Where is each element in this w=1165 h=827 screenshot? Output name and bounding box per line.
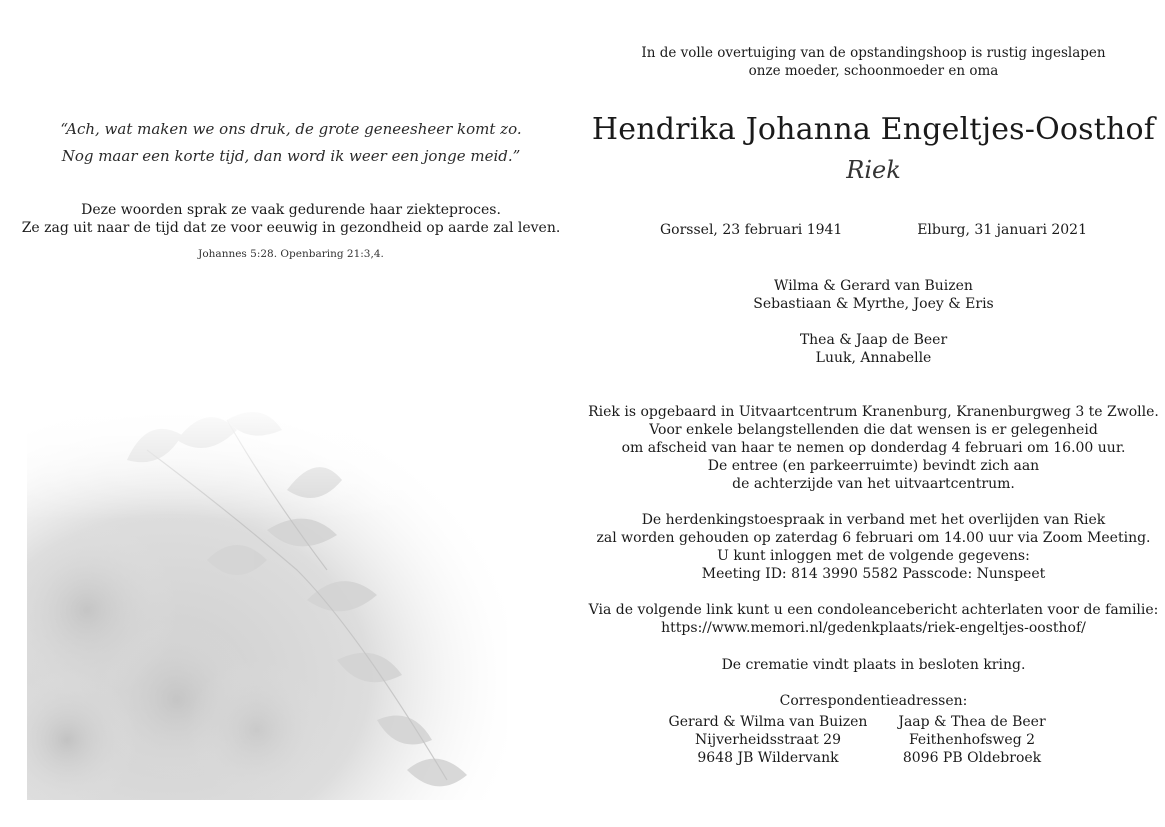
address-line: Nijverheidsstraat 29	[695, 732, 841, 748]
address-line: Jaap & Thea de Beer	[898, 714, 1046, 730]
viewing-paragraph	[582, 403, 1165, 493]
paragraph-line: Meeting ID: 814 3990 5582 Passcode: Nunspeet	[701, 566, 1046, 582]
correspondence-label: Correspondentieadressen:	[779, 693, 968, 709]
paragraph-line: Voor enkele belangstellenden die dat wensen is er gelegenheid	[649, 422, 1098, 438]
intro-line: In de volle overtuiging van de opstandingshoop is rustig ingeslapen	[641, 45, 1106, 61]
address-line: Feithenhofsweg 2	[908, 732, 1036, 748]
address-line: Gerard & Wilma van Buizen	[668, 714, 868, 730]
intro-line: onze moeder, schoonmoeder en oma	[748, 63, 999, 79]
explanation-line: Ze zag uit naar de tijd dat ze voor eeuwig in gezondheid op aarde zal leven.	[21, 220, 561, 236]
family-line: Sebastiaan & Myrthe, Joey & Eris	[753, 296, 994, 312]
address-line: 9648 JB Wildervank	[697, 750, 839, 766]
paragraph-line: de achterzijde van het uitvaartcentrum.	[732, 476, 1015, 492]
paragraph-line: De entree (en parkeerruimte) bevindt zich aan	[707, 458, 1040, 474]
address-block	[668, 713, 868, 767]
paragraph-line: U kunt inloggen met de volgende gegevens:	[717, 548, 1030, 564]
deceased-name: Hendrika Johanna Engeltjes-Oosthof	[591, 112, 1156, 147]
family-group	[582, 331, 1165, 367]
explanation-line: Deze woorden sprak ze vaak gedurende haar ziekteproces.	[81, 202, 501, 218]
family-line: Thea & Jaap de Beer	[799, 332, 948, 348]
address-line: 8096 PB Oldebroek	[902, 750, 1042, 766]
right-page	[582, 0, 1165, 827]
family-group	[582, 277, 1165, 313]
cremation-note: De crematie vindt plaats in besloten kring.	[721, 657, 1026, 673]
quote	[0, 116, 582, 170]
paragraph-line: om afscheid van haar te nemen op donderdag 4 februari om 16.00 uur.	[621, 440, 1126, 456]
memorial-paragraph	[582, 511, 1165, 583]
paragraph-line: De herdenkingstoespraak in verband met het overlijden van Riek	[641, 512, 1106, 528]
quote-line: Nog maar een korte tijd, dan word ik weer een jonge meid.”	[61, 147, 521, 165]
bible-reference: Johannes 5:28. Openbaring 21:3,4.	[198, 248, 384, 260]
left-page	[0, 0, 582, 827]
leaves-image	[27, 400, 507, 800]
family-line: Wilma & Gerard van Buizen	[774, 278, 973, 294]
birth-date: Gorssel, 23 februari 1941	[660, 222, 843, 238]
condolence-link[interactable]: https://www.memori.nl/gedenkplaats/riek-engeltjes-oosthof/	[661, 620, 1086, 636]
intro-text	[582, 44, 1165, 80]
quote-explanation	[0, 201, 582, 237]
family-line: Luuk, Annabelle	[815, 350, 932, 366]
death-date: Elburg, 31 januari 2021	[917, 222, 1087, 238]
paragraph-line: Via de volgende link kunt u een condoleancebericht achterlaten voor de familie:	[588, 602, 1159, 618]
nickname: Riek	[846, 156, 901, 184]
paragraph-line: Riek is opgebaard in Uitvaartcentrum Kranenburg, Kranenburgweg 3 te Zwolle.	[588, 404, 1159, 420]
paragraph-line: zal worden gehouden op zaterdag 6 februari om 14.00 uur via Zoom Meeting.	[596, 530, 1151, 546]
condolence-paragraph	[582, 601, 1165, 637]
address-block	[872, 713, 1072, 767]
quote-line: “Ach, wat maken we ons druk, de grote geneesheer komt zo.	[60, 120, 522, 138]
